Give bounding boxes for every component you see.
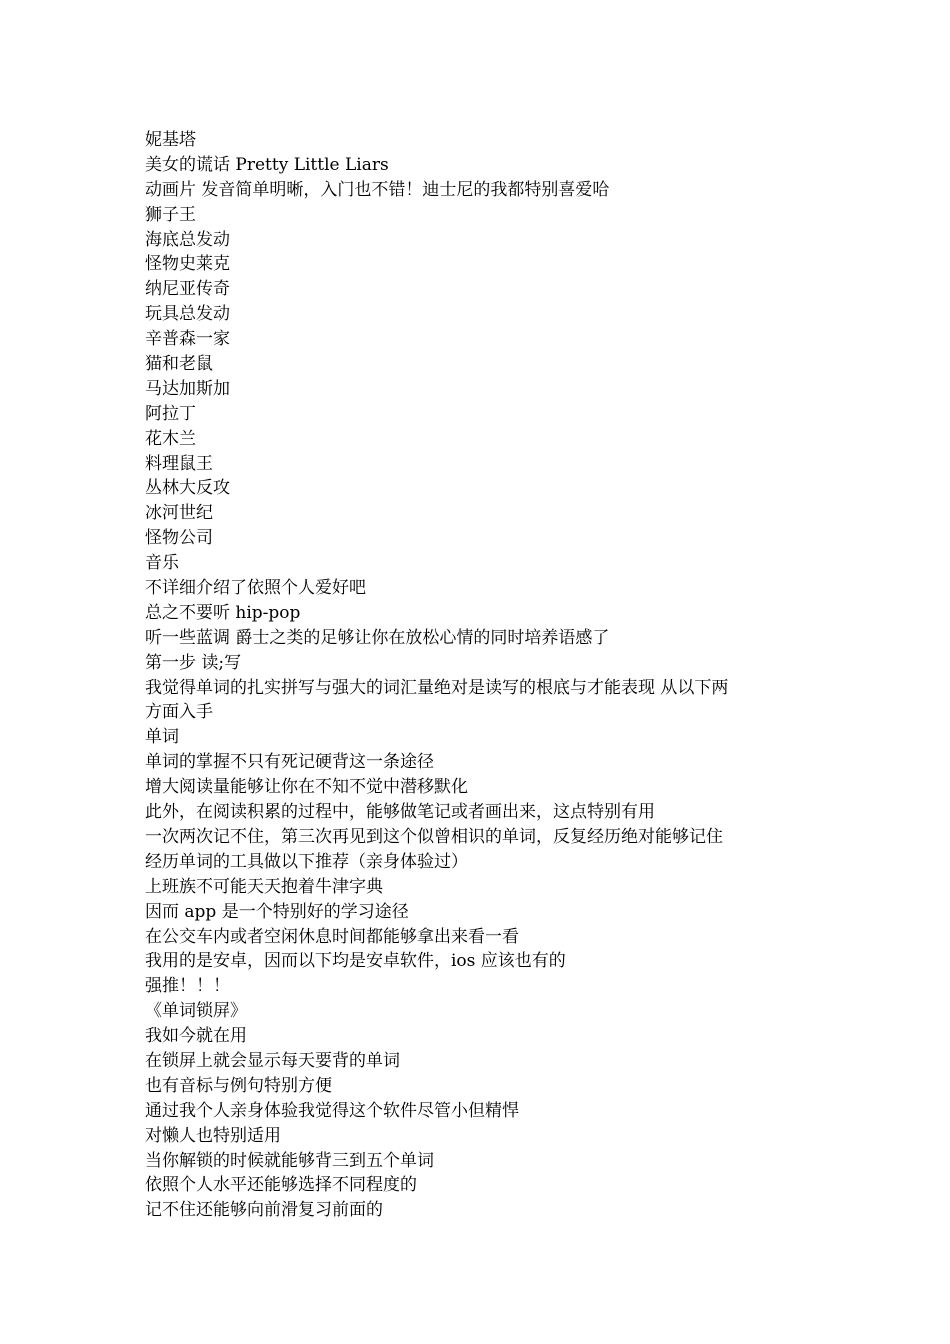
text-line: 纳尼亚传奇 [145,279,230,300]
text-line: 不详细介绍了依照个人爱好吧 [145,578,366,599]
text-line: 通过我个人亲身体验我觉得这个软件尽管小但精悍 [145,1100,519,1121]
document-page [145,128,815,1223]
text-line: 我如今就在用 [145,1026,247,1047]
text-line: 音乐 [145,553,179,574]
text-line: 我用的是安卓，因而以下均是安卓软件，ios 应该也有的 [145,951,566,972]
text-line: 方面入手 [145,702,213,723]
text-line: 对懒人也特别适用 [145,1125,281,1146]
text-line: 丛林大反攻 [145,478,230,499]
text-line: 强推！！！ [145,976,230,997]
text-line: 妮基塔 [145,130,196,150]
text-line: 一次两次记不住，第三次再见到这个似曾相识的单词，反复经历绝对能够记住 [145,826,723,847]
text-line: 当你解锁的时候就能够背三到五个单词 [145,1150,434,1171]
text-line: 我觉得单词的扎实拼写与强大的词汇量绝对是读写的根底与才能表现 从以下两 [145,677,729,698]
text-line: 总之不要听 hip-pop [145,602,301,623]
text-line: 也有音标与例句特别方便 [145,1075,332,1096]
text-line: 花木兰 [145,428,196,449]
text-line: 冰河世纪 [145,503,213,524]
text-line: 辛普森一家 [145,329,230,350]
text-line: 经历单词的工具做以下推荐（亲身体验过） [145,851,468,872]
text-line: 此外，在阅读积累的过程中，能够做笔记或者画出来，这点特别有用 [145,802,655,823]
text-line: 美女的谎话 Pretty Little Liars [145,154,389,175]
text-line: 因而 app 是一个特别好的学习途径 [145,901,409,922]
text-line: 上班族不可能天天抱着牛津字典 [145,876,383,897]
text-line: 听一些蓝调 爵士之类的足够让你在放松心情的同时培养语感了 [145,627,610,648]
text-line: 怪物公司 [145,528,213,549]
text-line: 料理鼠王 [145,453,213,474]
text-line: 增大阅读量能够让你在不知不觉中潜移默化 [145,777,468,798]
text-line: 玩具总发动 [145,304,230,325]
text-line: 单词 [145,727,179,748]
text-line: 阿拉丁 [145,403,196,424]
text-line: 第一步 读;写 [145,652,242,673]
text-line: 单词的掌握不只有死记硬背这一条途径 [145,752,434,773]
text-line: 在锁屏上就会显示每天要背的单词 [145,1050,400,1071]
text-line: 马达加斯加 [145,378,230,399]
text-line: 记不住还能够向前滑复习前面的 [145,1200,383,1221]
text-line: 海底总发动 [145,229,230,250]
text-line: 动画片 发音简单明晰，入门也不错！迪士尼的我都特别喜爱哈 [145,179,610,200]
text-line: 依照个人水平还能够选择不同程度的 [145,1175,417,1196]
text-line: 《单词锁屏》 [145,1001,247,1022]
text-line: 狮子王 [145,204,196,225]
text-line: 怪物史莱克 [145,254,230,275]
text-line: 猫和老鼠 [145,354,213,375]
text-line: 在公交车内或者空闲休息时间都能够拿出来看一看 [145,926,519,947]
